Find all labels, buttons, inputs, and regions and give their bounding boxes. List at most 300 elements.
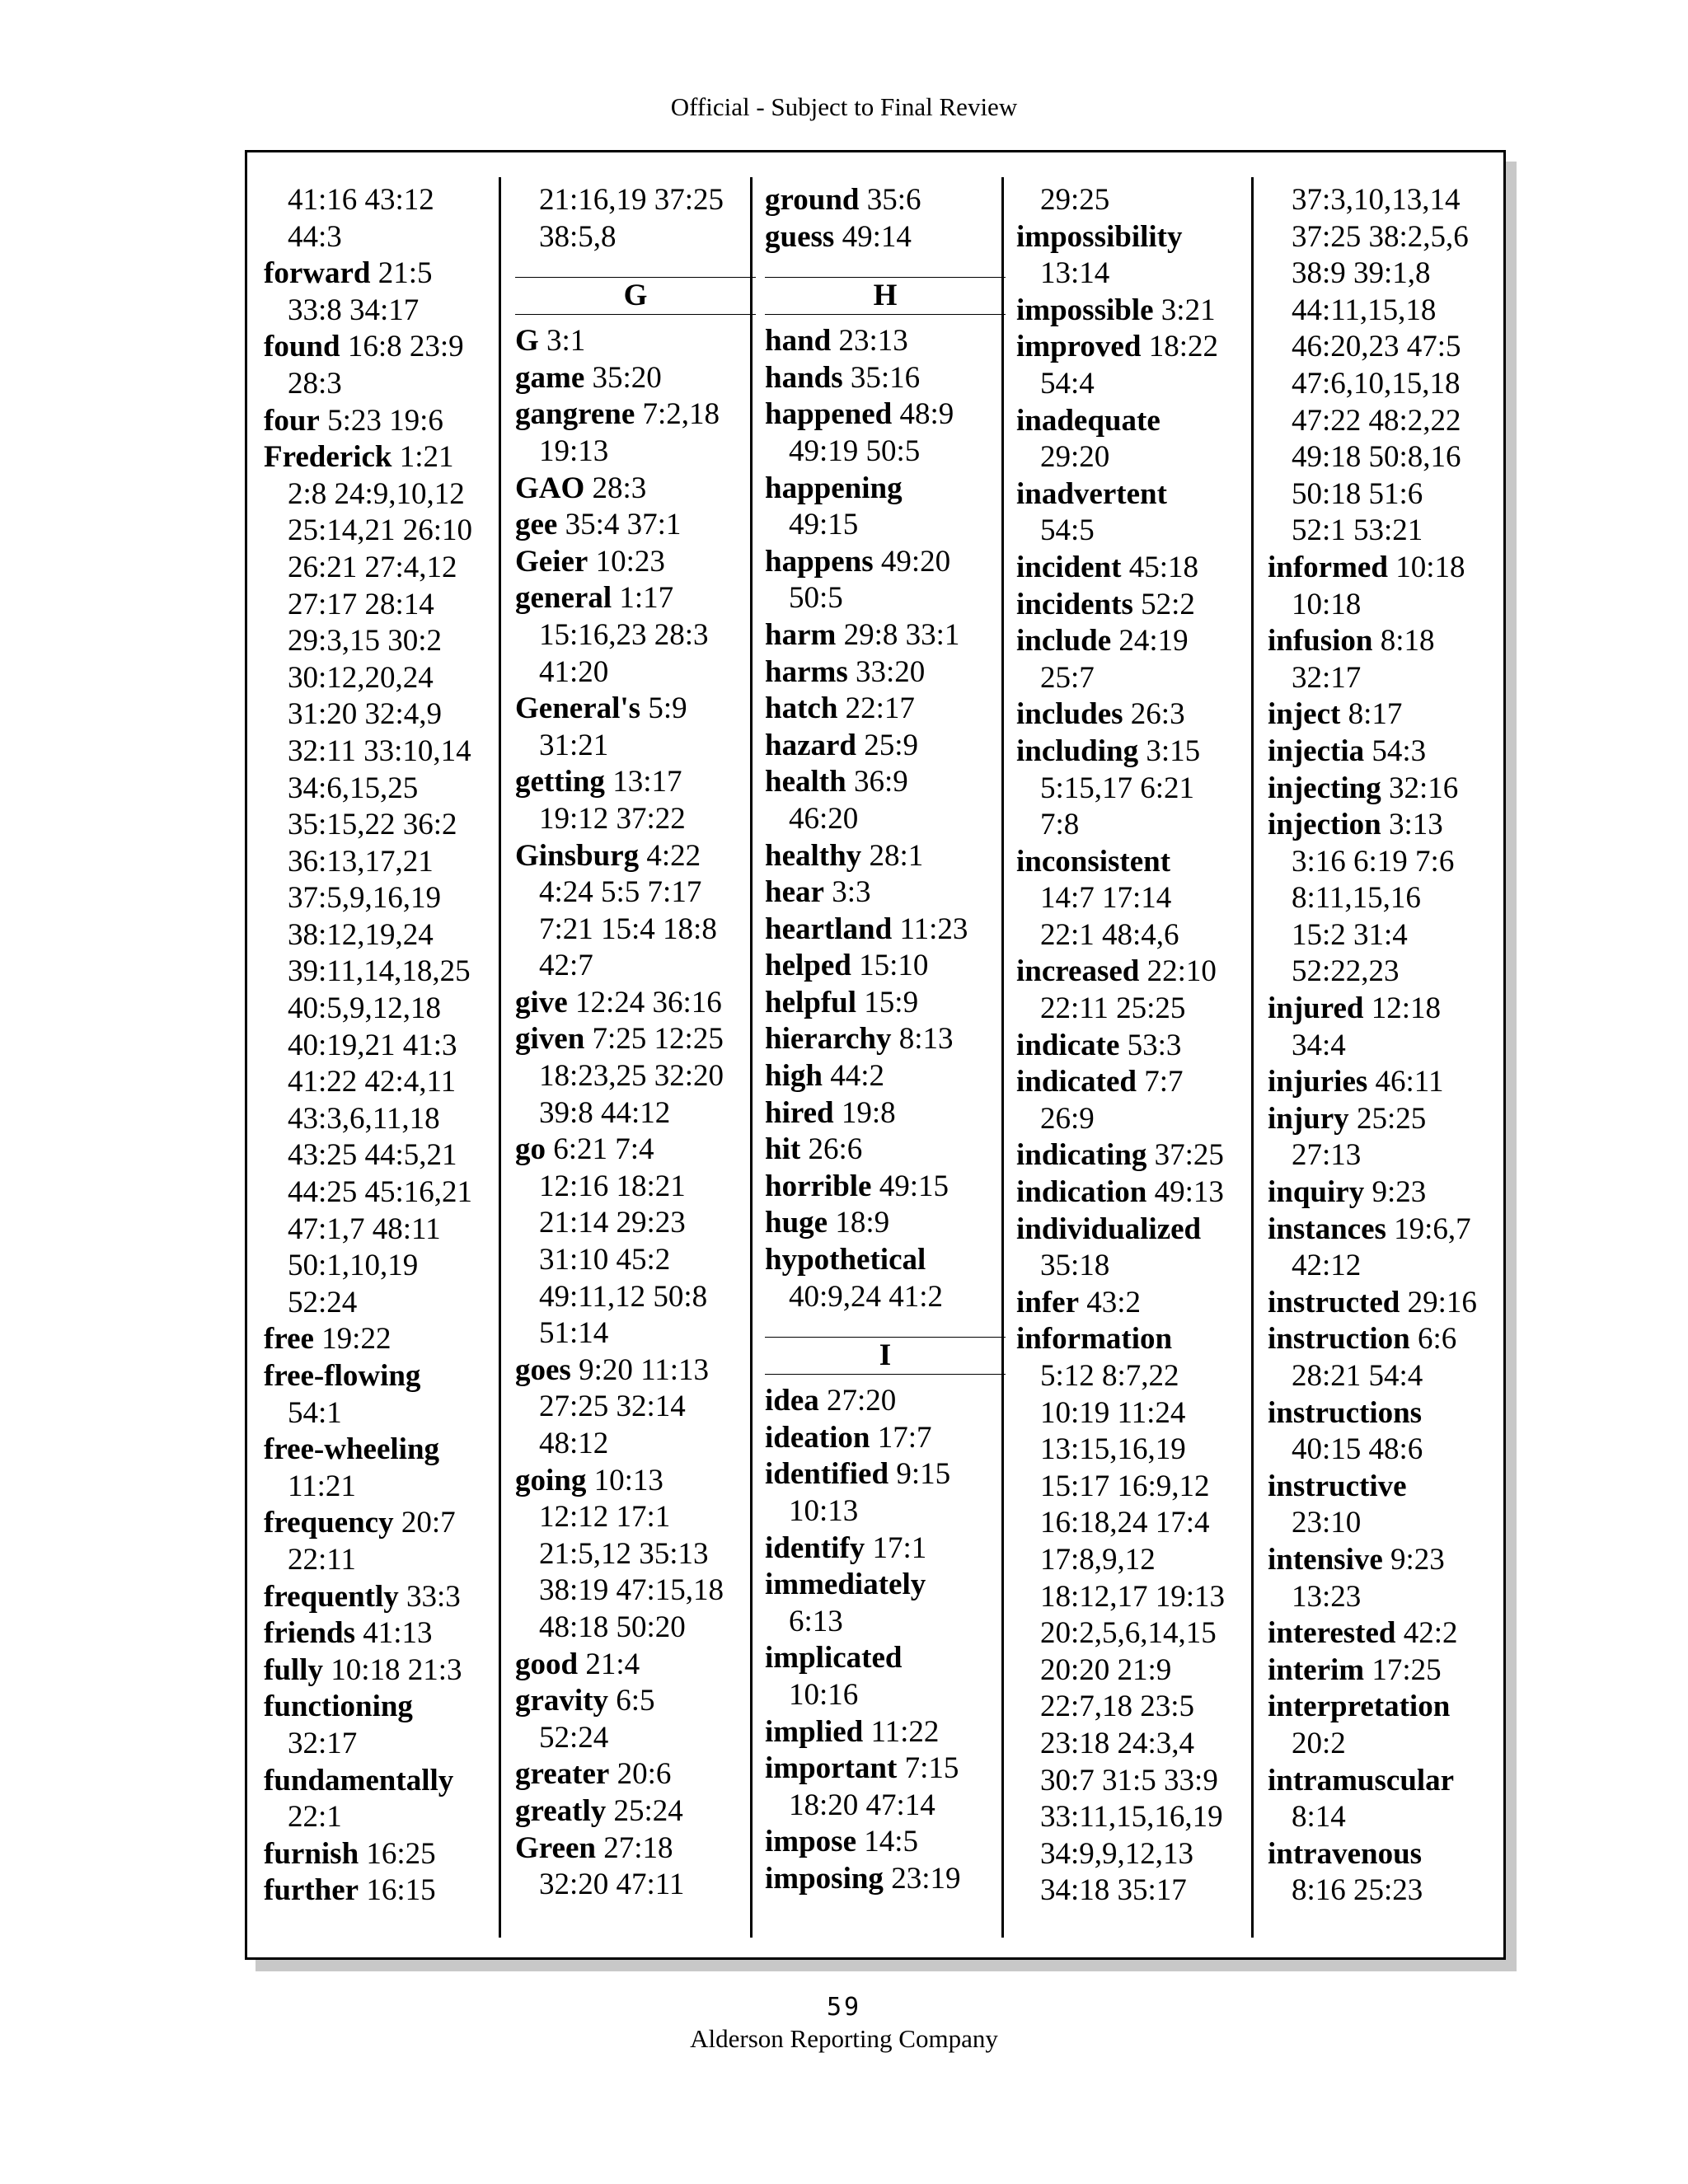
- index-entry: [1268, 1615, 1508, 1652]
- index-refs: 21:4: [585, 1647, 640, 1681]
- index-refs-continuation: 41:20: [539, 654, 609, 689]
- index-refs: 29:16: [1407, 1285, 1477, 1319]
- index-term: happens: [765, 544, 874, 579]
- index-refs: 16:8 23:9: [347, 330, 464, 364]
- index-term: intensive: [1268, 1542, 1383, 1577]
- index-term: interim: [1268, 1652, 1365, 1687]
- index-entry: [1268, 1652, 1508, 1690]
- index-entry: [1016, 1137, 1257, 1174]
- index-refs: 27:20: [827, 1384, 897, 1418]
- index-refs-continuation: 8:11,15,16: [1292, 881, 1421, 916]
- index-refs: 9:23: [1390, 1542, 1445, 1577]
- index-entry: [515, 396, 756, 434]
- index-term: gangrene: [515, 397, 635, 432]
- index-refs-continuation: 41:22 42:4,11: [288, 1065, 457, 1099]
- index-entry: [765, 1824, 1006, 1861]
- index-refs-continuation: 22:7,18 23:5: [1040, 1690, 1195, 1724]
- index-refs-continuation: 27:17 28:14: [288, 587, 434, 621]
- index-refs-continuation: 26:9: [1040, 1101, 1095, 1136]
- index-refs: 16:25: [366, 1836, 436, 1871]
- index-refs: 8:13: [898, 1022, 954, 1057]
- index-term: Green: [515, 1830, 596, 1865]
- index-entry: [765, 654, 1006, 691]
- index-entry: [264, 439, 504, 476]
- index-refs-continuation: 31:10 45:2: [539, 1243, 671, 1277]
- index-refs-continuation: 47:1,7 48:11: [288, 1212, 441, 1246]
- index-refs-continuation: 32:17: [1292, 660, 1362, 695]
- index-entry: [1268, 696, 1508, 733]
- index-entry: [1268, 991, 1508, 1028]
- index-term: hear: [765, 875, 824, 910]
- index-refs-continuation: 33:11,15,16,19: [1040, 1800, 1223, 1835]
- index-term: general: [515, 581, 612, 616]
- index-refs: 42:2: [1403, 1616, 1458, 1651]
- index-refs-continuation: 40:15 48:6: [1292, 1432, 1423, 1467]
- index-refs-continuation: 34:4: [1292, 1028, 1346, 1062]
- index-entry: [264, 1689, 504, 1726]
- index-entry: [1016, 623, 1257, 660]
- index-refs-continuation: 14:7 17:14: [1040, 881, 1172, 916]
- index-refs: 18:9: [835, 1206, 890, 1240]
- index-refs-continuation: 49:19 50:5: [789, 434, 921, 468]
- index-entry: [765, 1383, 1006, 1420]
- index-refs-continuation: 34:6,15,25: [288, 771, 419, 805]
- column-divider: [1251, 177, 1254, 1938]
- index-refs-continuation: 22:1: [288, 1800, 342, 1835]
- index-entry: [515, 1683, 756, 1720]
- letter-heading: H: [765, 277, 1006, 315]
- index-entry: [515, 323, 756, 360]
- index-term: happened: [765, 397, 893, 432]
- index-entry: [515, 1793, 756, 1830]
- index-term: interpretation: [1268, 1690, 1451, 1724]
- index-refs-continuation: 39:11,14,18,25: [288, 954, 471, 989]
- index-term: individualized: [1016, 1212, 1202, 1246]
- index-entry: [264, 1836, 504, 1873]
- index-refs-continuation: 29:3,15 30:2: [288, 624, 443, 658]
- index-refs-continuation: 22:1 48:4,6: [1040, 917, 1179, 952]
- index-term: hired: [765, 1095, 834, 1130]
- index-term: impose: [765, 1825, 856, 1859]
- index-refs-continuation: 42:7: [539, 949, 593, 983]
- index-term: Ginsburg: [515, 838, 640, 873]
- index-refs: 54:3: [1372, 733, 1427, 768]
- index-entry: [1016, 1212, 1257, 1249]
- index-entry: [515, 1756, 756, 1793]
- index-refs-continuation: 5:15,17 6:21: [1040, 771, 1195, 805]
- index-refs-continuation: 35:18: [1040, 1249, 1110, 1283]
- index-term: helpful: [765, 985, 857, 1019]
- index-refs: 52:2: [1141, 587, 1195, 621]
- index-refs-continuation: 54:5: [1040, 513, 1095, 548]
- index-term: high: [765, 1059, 823, 1094]
- index-entry: [1268, 1064, 1508, 1101]
- index-refs-continuation: 12:16 18:21: [539, 1169, 686, 1203]
- index-entry: [264, 1579, 504, 1616]
- index-refs: 35:6: [866, 183, 921, 217]
- index-refs-continuation: 10:19 11:24: [1040, 1395, 1186, 1430]
- index-entry: [765, 1567, 1006, 1604]
- index-entry: [765, 1420, 1006, 1457]
- index-refs-continuation: 49:18 50:8,16: [1292, 440, 1461, 475]
- index-refs-continuation: 44:11,15,18: [1292, 293, 1437, 327]
- index-refs: 7:7: [1144, 1065, 1184, 1099]
- index-refs-continuation: 32:17: [288, 1726, 358, 1760]
- index-refs-continuation: 52:24: [539, 1720, 609, 1755]
- index-refs: 49:13: [1154, 1175, 1224, 1210]
- index-term: inadequate: [1016, 403, 1160, 438]
- index-refs: 5:9: [648, 691, 687, 726]
- index-refs-continuation: 40:5,9,12,18: [288, 991, 442, 1026]
- index-refs-continuation: 10:13: [789, 1494, 859, 1528]
- index-term: hand: [765, 324, 832, 359]
- index-refs-continuation: 36:13,17,21: [288, 844, 434, 879]
- index-entry: [1016, 1064, 1257, 1101]
- index-refs: 7:15: [904, 1751, 959, 1786]
- index-term: injecting: [1268, 771, 1381, 805]
- index-entry: [264, 1321, 504, 1358]
- index-term: ground: [765, 183, 860, 217]
- index-entry: [1268, 1174, 1508, 1212]
- index-refs-continuation: 29:25: [1040, 183, 1110, 217]
- index-refs-continuation: 7:8: [1040, 808, 1080, 842]
- index-entry: [765, 874, 1006, 912]
- index-term: given: [515, 1022, 585, 1057]
- index-refs-continuation: 54:1: [288, 1395, 342, 1430]
- index-term: helped: [765, 949, 851, 983]
- index-refs-continuation: 31:20 32:4,9: [288, 697, 443, 732]
- index-refs: 6:5: [616, 1684, 655, 1718]
- index-refs-continuation: 41:16 43:12: [288, 183, 434, 217]
- index-entry: [765, 691, 1006, 728]
- index-refs-continuation: 25:14,21 26:10: [288, 513, 473, 548]
- index-refs: 3:3: [832, 875, 871, 910]
- index-entry: [515, 580, 756, 617]
- index-refs-continuation: 50:18 51:6: [1292, 476, 1423, 511]
- index-term: fully: [264, 1652, 323, 1687]
- index-refs-continuation: 16:18,24 17:4: [1040, 1506, 1210, 1540]
- index-refs: 9:15: [896, 1457, 951, 1492]
- index-refs: 11:23: [899, 912, 968, 946]
- index-term: goes: [515, 1352, 571, 1387]
- index-entry: [264, 403, 504, 440]
- index-entry: [1268, 1836, 1508, 1873]
- index-refs-continuation: 52:1 53:21: [1292, 513, 1423, 548]
- index-entry: [1268, 1212, 1508, 1249]
- index-term: injectia: [1268, 733, 1365, 768]
- index-entry: [1268, 550, 1508, 587]
- index-refs: 49:15: [879, 1169, 950, 1203]
- index-term: inconsistent: [1016, 844, 1171, 879]
- index-refs-continuation: 4:24 5:5 7:17: [539, 875, 702, 910]
- index-refs-continuation: 17:8,9,12: [1040, 1542, 1156, 1577]
- index-entry: [515, 1463, 756, 1500]
- index-entry: [765, 1242, 1006, 1279]
- index-refs: 10:18 21:3: [331, 1652, 462, 1687]
- index-entry: [765, 471, 1006, 508]
- index-entry: [765, 728, 1006, 765]
- index-entry: [1016, 293, 1257, 330]
- index-entry: [264, 1358, 504, 1395]
- index-refs: 3:13: [1388, 808, 1443, 842]
- index-term: huge: [765, 1206, 828, 1240]
- index-entry: [765, 948, 1006, 985]
- index-term: free-wheeling: [264, 1432, 440, 1467]
- index-refs-continuation: 37:3,10,13,14: [1292, 183, 1461, 217]
- index-refs-continuation: 25:7: [1040, 660, 1095, 695]
- index-refs-continuation: 15:17 16:9,12: [1040, 1469, 1210, 1503]
- index-refs-continuation: 19:13: [539, 434, 609, 468]
- index-refs: 7:2,18: [642, 397, 720, 432]
- index-column-4: [1016, 182, 1257, 1910]
- index-entry: [1016, 403, 1257, 440]
- index-term: including: [1016, 733, 1139, 768]
- index-entry: [515, 985, 756, 1022]
- index-refs-continuation: 22:11: [288, 1542, 356, 1577]
- index-entry: [765, 1640, 1006, 1677]
- index-entry: [765, 360, 1006, 397]
- index-refs-continuation: 21:16,19 37:25: [539, 183, 724, 217]
- index-refs: 25:25: [1356, 1101, 1427, 1136]
- index-entry: [264, 255, 504, 293]
- index-refs: 3:21: [1160, 293, 1216, 327]
- index-entry: [765, 764, 1006, 801]
- index-refs-continuation: 8:14: [1292, 1800, 1346, 1835]
- index-entry: [515, 1352, 756, 1390]
- index-refs: 22:10: [1146, 954, 1217, 989]
- index-refs: 1:21: [399, 440, 454, 475]
- index-term: implied: [765, 1714, 864, 1749]
- index-entry: [515, 471, 756, 508]
- index-term: going: [515, 1463, 587, 1497]
- index-refs-continuation: 15:2 31:4: [1292, 917, 1408, 952]
- index-refs-continuation: 18:23,25 32:20: [539, 1059, 724, 1094]
- index-entry: [1016, 844, 1257, 881]
- index-refs: 26:3: [1130, 697, 1185, 732]
- index-refs: 5:23 19:6: [327, 403, 443, 438]
- index-entry: [1016, 733, 1257, 771]
- index-column-5: [1268, 182, 1508, 1910]
- index-column-2: [515, 182, 756, 1904]
- index-refs-continuation: 48:12: [539, 1427, 609, 1460]
- index-refs-continuation: 39:8 44:12: [539, 1095, 671, 1130]
- index-refs-continuation: 40:19,21 41:3: [288, 1028, 457, 1062]
- index-entry: [515, 1132, 756, 1169]
- column-divider: [499, 177, 501, 1938]
- index-term: friends: [264, 1616, 355, 1651]
- index-refs: 19:6,7: [1394, 1212, 1471, 1246]
- index-term: implicated: [765, 1641, 903, 1675]
- index-refs: 49:20: [880, 544, 951, 579]
- index-term: intravenous: [1268, 1836, 1423, 1871]
- index-refs-continuation: 32:11 33:10,14: [288, 733, 471, 768]
- index-entry: [264, 1763, 504, 1800]
- index-refs: 15:9: [864, 985, 919, 1019]
- index-column-1: [264, 182, 504, 1910]
- index-term: harms: [765, 654, 848, 689]
- index-refs: 44:2: [830, 1059, 884, 1094]
- index-refs: 15:10: [859, 949, 929, 983]
- index-refs-continuation: 7:21 15:4 18:8: [539, 912, 717, 946]
- index-term: hierarchy: [765, 1022, 892, 1057]
- index-refs-continuation: 31:21: [539, 728, 609, 762]
- index-refs-continuation: 33:8 34:17: [288, 293, 420, 327]
- index-entry: [1268, 733, 1508, 771]
- index-refs-continuation: 13:23: [1292, 1579, 1362, 1614]
- index-refs: 43:2: [1086, 1285, 1142, 1319]
- index-refs-continuation: 51:14: [539, 1316, 609, 1351]
- index-entry: [515, 691, 756, 728]
- index-refs: 10:18: [1395, 550, 1465, 584]
- index-entry: [765, 838, 1006, 875]
- index-refs: 20:7: [401, 1506, 456, 1540]
- index-term: infer: [1016, 1285, 1080, 1319]
- index-term: include: [1016, 624, 1112, 658]
- index-term: greater: [515, 1757, 610, 1792]
- index-refs-continuation: 27:13: [1292, 1138, 1362, 1173]
- index-refs-continuation: 3:16 6:19 7:6: [1292, 844, 1455, 879]
- index-term: incident: [1016, 550, 1122, 584]
- index-term: includes: [1016, 697, 1123, 732]
- index-term: Geier: [515, 544, 588, 579]
- index-entry: [765, 1169, 1006, 1206]
- index-refs-continuation: 44:3: [288, 219, 342, 254]
- index-entry: [1268, 1285, 1508, 1322]
- index-refs: 17:7: [877, 1420, 932, 1455]
- index-term: indicated: [1016, 1065, 1137, 1099]
- index-entry: [765, 985, 1006, 1022]
- index-entry: [1268, 623, 1508, 660]
- column-divider: [750, 177, 753, 1938]
- index-entry: [1016, 1028, 1257, 1065]
- index-refs-continuation: 30:12,20,24: [288, 660, 434, 695]
- index-refs: 19:22: [321, 1322, 392, 1357]
- index-term: indication: [1016, 1175, 1147, 1210]
- index-refs: 36:9: [853, 765, 908, 799]
- index-entry: [765, 1058, 1006, 1095]
- index-entry: [1268, 771, 1508, 808]
- index-term: guess: [765, 219, 835, 254]
- index-refs: 16:15: [366, 1873, 436, 1908]
- index-entry: [1016, 219, 1257, 256]
- index-refs: 35:4 37:1: [565, 508, 682, 542]
- index-term: Frederick: [264, 440, 392, 475]
- index-refs-continuation: 50:1,10,19: [288, 1249, 419, 1283]
- index-refs-continuation: 20:2,5,6,14,15: [1040, 1616, 1217, 1651]
- index-refs-continuation: 2:8 24:9,10,12: [288, 476, 465, 511]
- index-term: harm: [765, 617, 837, 652]
- index-refs: 8:17: [1348, 697, 1403, 732]
- index-term: information: [1016, 1322, 1173, 1357]
- index-term: free-flowing: [264, 1359, 421, 1393]
- index-refs-continuation: 27:25 32:14: [539, 1390, 686, 1424]
- index-term: getting: [515, 765, 605, 799]
- index-refs-continuation: 37:25 38:2,5,6: [1292, 219, 1469, 254]
- index-refs: 32:16: [1388, 771, 1459, 805]
- index-term: instructive: [1268, 1469, 1407, 1503]
- index-refs: 18:22: [1148, 330, 1218, 364]
- index-refs-continuation: 30:7 31:5 33:9: [1040, 1763, 1218, 1797]
- index-term: frequency: [264, 1506, 394, 1540]
- index-refs: 28:1: [869, 838, 924, 873]
- index-refs-continuation: 21:5,12 35:13: [539, 1536, 709, 1571]
- index-term: GAO: [515, 471, 585, 505]
- index-term: forward: [264, 256, 371, 291]
- index-entry: [515, 1830, 756, 1868]
- index-term: imposing: [765, 1861, 884, 1896]
- index-refs-continuation: 21:14 29:23: [539, 1206, 686, 1240]
- index-term: hazard: [765, 728, 856, 762]
- index-refs: 25:9: [864, 728, 919, 762]
- index-entry: [1016, 696, 1257, 733]
- page-header: Official - Subject to Final Review: [670, 92, 1018, 121]
- index-refs-continuation: 43:25 44:5,21: [288, 1138, 457, 1173]
- index-term: idea: [765, 1384, 819, 1418]
- index-refs: 14:5: [864, 1825, 919, 1859]
- index-refs-continuation: 13:14: [1040, 256, 1110, 291]
- index-column-3: [765, 182, 1006, 1898]
- index-refs-continuation: 8:16 25:23: [1292, 1873, 1423, 1908]
- index-refs: 23:13: [838, 324, 908, 359]
- index-refs: 25:24: [613, 1793, 683, 1828]
- index-entry: [515, 544, 756, 581]
- index-refs-continuation: 10:16: [789, 1677, 859, 1712]
- index-term: inquiry: [1268, 1175, 1365, 1210]
- index-entry: [765, 912, 1006, 949]
- index-term: intramuscular: [1268, 1763, 1455, 1797]
- index-refs-continuation: 38:9 39:1,8: [1292, 256, 1431, 291]
- index-term: inject: [1268, 697, 1341, 732]
- index-entry: [765, 182, 1006, 219]
- index-term: interested: [1268, 1616, 1396, 1651]
- index-entry: [765, 1132, 1006, 1169]
- index-refs: 6:21 7:4: [553, 1132, 654, 1167]
- index-entry: [765, 1021, 1006, 1058]
- index-term: further: [264, 1873, 359, 1908]
- index-refs-continuation: 49:15: [789, 508, 859, 542]
- index-entry: [264, 1652, 504, 1690]
- index-term: identified: [765, 1457, 889, 1492]
- index-term: hands: [765, 360, 843, 395]
- index-refs-continuation: 46:20: [789, 801, 859, 836]
- index-refs-continuation: 10:18: [1292, 587, 1362, 621]
- index-entry: [264, 1872, 504, 1910]
- index-term: injuries: [1268, 1065, 1368, 1099]
- index-entry: [1016, 476, 1257, 513]
- index-term: game: [515, 360, 585, 395]
- index-refs: 12:18: [1371, 991, 1442, 1026]
- index-refs-continuation: 18:12,17 19:13: [1040, 1579, 1226, 1614]
- index-entry: [264, 1615, 504, 1652]
- index-refs: 3:15: [1146, 733, 1201, 768]
- index-entry: [1268, 807, 1508, 844]
- index-entry: [264, 1432, 504, 1469]
- index-term: important: [765, 1751, 898, 1786]
- index-entry: [1016, 1285, 1257, 1322]
- index-refs: 37:25: [1154, 1138, 1224, 1173]
- index-refs: 22:17: [845, 691, 915, 726]
- index-entry: [1268, 1101, 1508, 1138]
- index-term: instructed: [1268, 1285, 1400, 1319]
- index-term: identify: [765, 1530, 865, 1565]
- index-refs-continuation: 47:22 48:2,22: [1292, 403, 1461, 438]
- index-refs: 46:11: [1375, 1065, 1444, 1099]
- letter-heading: G: [515, 277, 756, 315]
- index-term: found: [264, 330, 340, 364]
- index-refs-continuation: 47:6,10,15,18: [1292, 366, 1461, 401]
- index-entry: [765, 1095, 1006, 1132]
- index-term: incidents: [1016, 587, 1133, 621]
